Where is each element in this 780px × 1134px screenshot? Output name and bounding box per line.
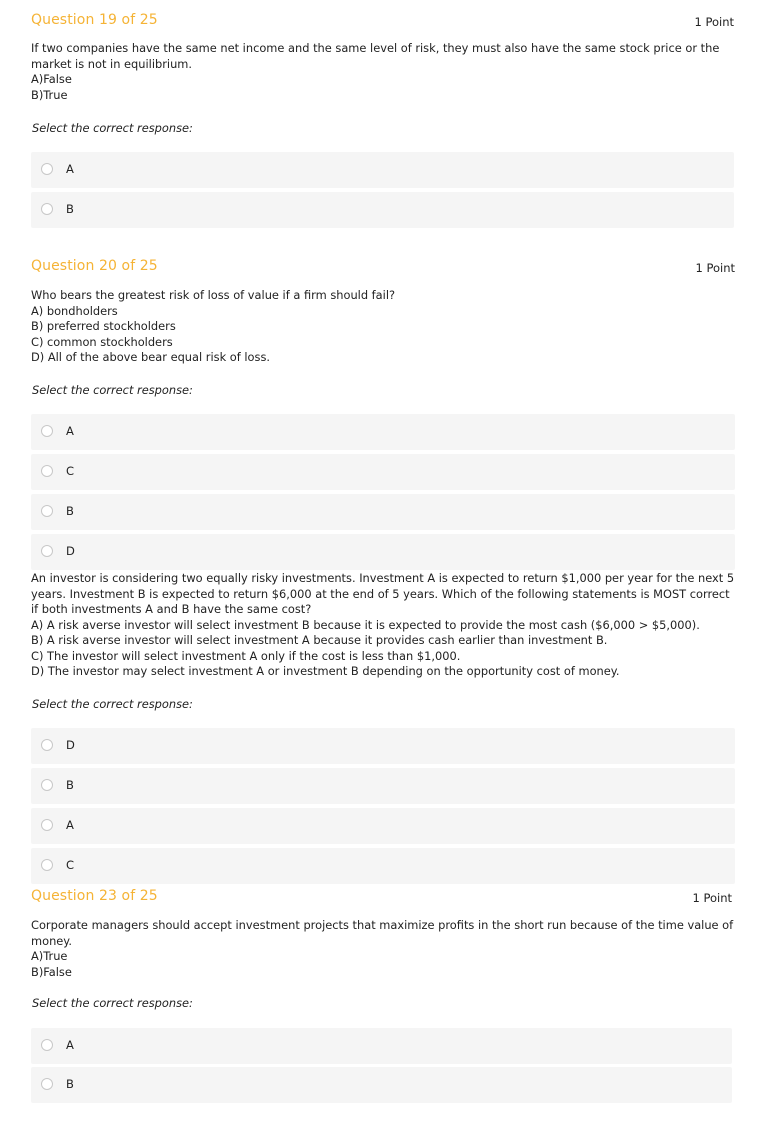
option-label: A xyxy=(66,162,74,176)
option-label: A xyxy=(66,818,74,832)
radio-button[interactable] xyxy=(41,505,53,517)
question-text-line: money. xyxy=(31,933,73,948)
radio-button[interactable] xyxy=(41,819,53,831)
question-23 xyxy=(31,888,732,910)
question-text-line: B) preferred stockholders xyxy=(31,319,176,333)
radio-button[interactable] xyxy=(41,545,53,557)
option-label: C xyxy=(66,464,75,478)
question-points: 1 Point xyxy=(694,15,734,29)
radio-button[interactable] xyxy=(41,465,53,477)
option-label: A xyxy=(66,1038,74,1052)
select-prompt: Select the correct response: xyxy=(32,121,193,135)
answer-option-b[interactable] xyxy=(31,768,735,804)
question-text xyxy=(31,41,719,103)
answer-option-a[interactable] xyxy=(31,808,735,844)
option-label: B xyxy=(66,778,74,792)
radio-button[interactable] xyxy=(41,739,53,751)
question-text xyxy=(31,288,395,366)
select-prompt: Select the correct response: xyxy=(32,697,193,711)
question-text xyxy=(31,918,733,980)
question-text-line: D) All of the above bear equal risk of loss. xyxy=(31,350,271,364)
question-text-line: If two companies have the same net income and the same level of risk, they must also have the same stock price or the xyxy=(31,41,720,55)
question-text-line: Who bears the greatest risk of loss of value if a firm should fail? xyxy=(31,288,396,302)
question-points: 1 Point xyxy=(692,891,732,905)
question-text-line: A) bondholders xyxy=(31,303,118,318)
option-label: C xyxy=(66,858,75,872)
question-points: 1 Point xyxy=(695,261,735,275)
question-header xyxy=(31,258,735,280)
option-label: D xyxy=(66,544,75,558)
question-text-line: A) A risk averse investor will select investment B because it is expected to provide the most cash ($6,000 > $5,000). xyxy=(31,617,700,632)
question-header xyxy=(31,12,734,34)
option-label: A xyxy=(66,424,74,438)
radio-button[interactable] xyxy=(41,425,53,437)
question-text-line: C) common stockholders xyxy=(31,334,173,349)
question-text-line: C) The investor will select investment A only if the cost is less than $1,000. xyxy=(31,648,461,663)
question-19 xyxy=(31,12,734,34)
question-text-line: A)False xyxy=(31,72,72,86)
answer-option-a[interactable] xyxy=(31,1028,732,1064)
question-title: Question 23 of 25 xyxy=(31,888,158,904)
question-text-line: Corporate managers should accept investment projects that maximize profits in the short run because of the time value of xyxy=(31,918,734,932)
question-text-line: market is not in equilibrium. xyxy=(31,56,193,71)
question-text-line: An investor is considering two equally risky investments. Investment A is expected to return $1,000 per year for the next 5 xyxy=(31,571,735,585)
radio-button[interactable] xyxy=(41,203,53,215)
answer-option-c[interactable] xyxy=(31,454,735,490)
radio-button[interactable] xyxy=(41,1039,53,1051)
select-prompt: Select the correct response: xyxy=(32,996,193,1010)
option-label: B xyxy=(66,202,74,216)
question-text-line: years. Investment B is expected to return $6,000 at the end of 5 years. Which of the following statements is MOST correct xyxy=(31,586,730,601)
question-text-line: D) The investor may select investment A or investment B depending on the opportunity cost of money. xyxy=(31,664,620,678)
question-20 xyxy=(31,258,735,280)
radio-button[interactable] xyxy=(41,1078,53,1090)
radio-button[interactable] xyxy=(41,779,53,791)
answer-option-a[interactable] xyxy=(31,152,734,188)
question-header xyxy=(31,888,732,910)
option-label: B xyxy=(66,1077,74,1091)
answer-option-b[interactable] xyxy=(31,192,734,228)
question-text xyxy=(31,571,734,680)
radio-button[interactable] xyxy=(41,163,53,175)
question-text-line: if both investments A and B have the same cost? xyxy=(31,602,312,616)
option-label: D xyxy=(66,738,75,752)
select-prompt: Select the correct response: xyxy=(32,383,193,397)
radio-button[interactable] xyxy=(41,859,53,871)
answer-option-d[interactable] xyxy=(31,534,735,570)
answer-option-a[interactable] xyxy=(31,414,735,450)
answer-option-c[interactable] xyxy=(31,848,735,884)
question-text-line: B) A risk averse investor will select investment A because it provides cash earlier than investment B. xyxy=(31,633,608,647)
option-label: B xyxy=(66,504,74,518)
question-title: Question 20 of 25 xyxy=(31,258,158,274)
question-text-line: B)True xyxy=(31,87,68,102)
answer-option-b[interactable] xyxy=(31,1067,732,1103)
question-title: Question 19 of 25 xyxy=(31,12,158,28)
answer-option-b[interactable] xyxy=(31,494,735,530)
question-text-line: B)False xyxy=(31,964,72,979)
question-text-line: A)True xyxy=(31,949,68,963)
answer-option-d[interactable] xyxy=(31,728,735,764)
